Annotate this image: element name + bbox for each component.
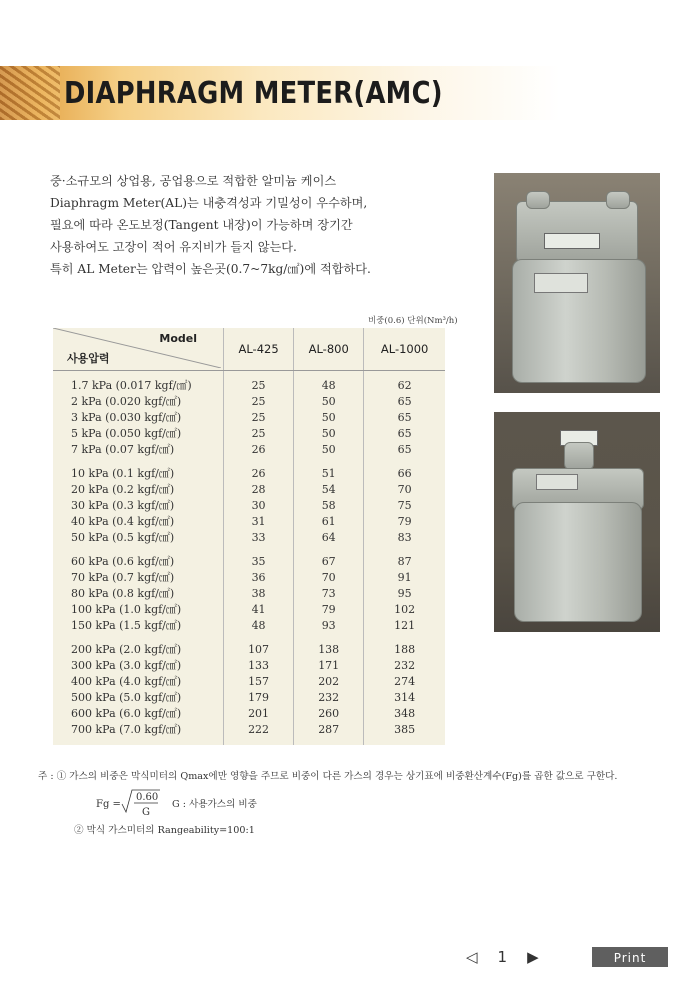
capacity-cell: 65 <box>364 441 445 457</box>
table-unit-note: 비중(0.6) 단위(Nm³/h) <box>368 316 458 326</box>
intro-paragraph <box>50 170 380 280</box>
capacity-cell: 138 <box>294 641 364 657</box>
table-row <box>53 465 445 481</box>
capacity-cell: 87 <box>364 553 445 569</box>
spacer-cell <box>53 457 224 465</box>
intro-line: 사용하여도 고장이 적어 유지비가 들지 않는다. <box>50 240 297 254</box>
capacity-cell: 274 <box>364 673 445 689</box>
table-row <box>53 371 445 394</box>
capacity-cell: 133 <box>224 657 294 673</box>
row-group-spacer <box>53 545 445 553</box>
capacity-cell: 30 <box>224 497 294 513</box>
pressure-cell: 150 kPa (1.5 kgf/㎠) <box>53 617 224 633</box>
capacity-cell: 287 <box>294 721 364 745</box>
pressure-cell: 20 kPa (0.2 kgf/㎠) <box>53 481 224 497</box>
capacity-cell: 260 <box>294 705 364 721</box>
capacity-cell: 25 <box>224 371 294 394</box>
pressure-cell: 7 kPa (0.07 kgf/㎠) <box>53 441 224 457</box>
spacer-cell <box>364 633 445 641</box>
capacity-cell: 33 <box>224 529 294 545</box>
pressure-cell: 5 kPa (0.050 kgf/㎠) <box>53 425 224 441</box>
table-row <box>53 481 445 497</box>
capacity-cell: 232 <box>364 657 445 673</box>
pressure-cell: 500 kPa (5.0 kgf/㎠) <box>53 689 224 705</box>
capacity-cell: 38 <box>224 585 294 601</box>
pressure-cell: 70 kPa (0.7 kgf/㎠) <box>53 569 224 585</box>
capacity-cell: 65 <box>364 409 445 425</box>
spacer-cell <box>53 633 224 641</box>
formula-graphic <box>96 790 336 822</box>
capacity-cell: 48 <box>224 617 294 633</box>
spacer-cell <box>364 545 445 553</box>
header-model: Model <box>159 332 197 345</box>
meter-photo-front <box>494 173 660 393</box>
pressure-cell: 80 kPa (0.8 kgf/㎠) <box>53 585 224 601</box>
capacity-cell: 48 <box>294 371 364 394</box>
capacity-cell: 79 <box>364 513 445 529</box>
table-row <box>53 569 445 585</box>
table-row <box>53 513 445 529</box>
capacity-cell: 202 <box>294 673 364 689</box>
meter-nameplate <box>534 273 588 293</box>
formula-lhs: Fg = <box>96 799 121 810</box>
capacity-cell: 121 <box>364 617 445 633</box>
capacity-table <box>53 328 445 745</box>
model-pressure-header <box>53 328 224 371</box>
meter-pipe-left <box>526 191 550 209</box>
capacity-cell: 50 <box>294 409 364 425</box>
capacity-cell: 201 <box>224 705 294 721</box>
table-header-row <box>53 328 445 371</box>
capacity-cell: 54 <box>294 481 364 497</box>
capacity-cell: 157 <box>224 673 294 689</box>
page-title: DIAPHRAGM METER(AMC) <box>64 76 443 111</box>
table-row <box>53 721 445 745</box>
capacity-cell: 222 <box>224 721 294 745</box>
capacity-cell: 70 <box>294 569 364 585</box>
formula-description: G : 사용가스의 비중 <box>172 799 257 810</box>
note-rangeability: ② 막식 가스미터의 Rangeability=100:1 <box>74 825 255 836</box>
capacity-cell: 314 <box>364 689 445 705</box>
capacity-cell: 91 <box>364 569 445 585</box>
capacity-cell: 58 <box>294 497 364 513</box>
prev-page-icon[interactable]: ◁ <box>466 948 478 966</box>
capacity-cell: 31 <box>224 513 294 529</box>
capacity-cell: 93 <box>294 617 364 633</box>
pressure-cell: 2 kPa (0.020 kgf/㎠) <box>53 393 224 409</box>
spacer-cell <box>364 457 445 465</box>
pressure-cell: 300 kPa (3.0 kgf/㎠) <box>53 657 224 673</box>
spacer-cell <box>224 633 294 641</box>
column-header: AL-800 <box>294 328 364 371</box>
capacity-cell: 51 <box>294 465 364 481</box>
capacity-cell: 70 <box>364 481 445 497</box>
pressure-cell: 60 kPa (0.6 kgf/㎠) <box>53 553 224 569</box>
spacer-cell <box>294 457 364 465</box>
meter-pipe-right <box>606 191 630 209</box>
capacity-cell: 26 <box>224 441 294 457</box>
capacity-cell: 232 <box>294 689 364 705</box>
pressure-cell: 3 kPa (0.030 kgf/㎠) <box>53 409 224 425</box>
pressure-cell: 400 kPa (4.0 kgf/㎠) <box>53 673 224 689</box>
capacity-cell: 348 <box>364 705 445 721</box>
intro-line: 특히 AL Meter는 압력이 높은곳(0.7~7kg/㎠)에 적합하다. <box>50 262 371 276</box>
capacity-cell: 102 <box>364 601 445 617</box>
capacity-cell: 26 <box>224 465 294 481</box>
formula-numerator: 0.60 <box>136 792 159 803</box>
capacity-cell: 385 <box>364 721 445 745</box>
pressure-cell: 30 kPa (0.3 kgf/㎠) <box>53 497 224 513</box>
table-row <box>53 425 445 441</box>
page-number: 1 <box>497 948 508 966</box>
table-row <box>53 601 445 617</box>
pressure-cell: 40 kPa (0.4 kgf/㎠) <box>53 513 224 529</box>
pressure-cell: 50 kPa (0.5 kgf/㎠) <box>53 529 224 545</box>
table-row <box>53 441 445 457</box>
table-row <box>53 529 445 545</box>
capacity-cell: 107 <box>224 641 294 657</box>
capacity-cell: 73 <box>294 585 364 601</box>
intro-line: Diaphragm Meter(AL)는 내충격성과 기밀성이 우수하며, <box>50 196 368 210</box>
capacity-cell: 50 <box>294 393 364 409</box>
print-button[interactable]: Print <box>592 947 668 967</box>
capacity-cell: 75 <box>364 497 445 513</box>
table-row <box>53 641 445 657</box>
capacity-cell: 64 <box>294 529 364 545</box>
spacer-cell <box>294 633 364 641</box>
table-row <box>53 497 445 513</box>
meter-photo-side <box>494 412 660 632</box>
pressure-cell: 10 kPa (0.1 kgf/㎠) <box>53 465 224 481</box>
meter-nameplate <box>536 474 578 490</box>
table-row <box>53 409 445 425</box>
table-row <box>53 657 445 673</box>
capacity-cell: 25 <box>224 393 294 409</box>
capacity-cell: 41 <box>224 601 294 617</box>
spacer-cell <box>294 545 364 553</box>
pressure-cell: 1.7 kPa (0.017 kgf/㎠) <box>53 371 224 394</box>
row-group-spacer <box>53 633 445 641</box>
capacity-cell: 35 <box>224 553 294 569</box>
column-header: AL-1000 <box>364 328 445 371</box>
capacity-cell: 179 <box>224 689 294 705</box>
column-header: AL-425 <box>224 328 294 371</box>
capacity-cell: 50 <box>294 441 364 457</box>
capacity-cell: 61 <box>294 513 364 529</box>
spacer-cell <box>53 545 224 553</box>
capacity-cell: 36 <box>224 569 294 585</box>
next-page-icon[interactable]: ▶ <box>527 948 539 966</box>
spacer-cell <box>224 545 294 553</box>
capacity-cell: 62 <box>364 371 445 394</box>
table-row <box>53 553 445 569</box>
capacity-cell: 65 <box>364 425 445 441</box>
header-pressure: 사용압력 <box>67 352 110 365</box>
capacity-cell: 171 <box>294 657 364 673</box>
table-row <box>53 705 445 721</box>
note-specific-gravity: 주 : ① 가스의 비중은 막식미터의 Qmax에만 영향을 주므로 비중이 다른 가스의 경우는 상기표에 비중환산계수(Fg)를 곱한 값으로 구한다. <box>38 771 618 782</box>
capacity-cell: 25 <box>224 409 294 425</box>
capacity-cell: 79 <box>294 601 364 617</box>
row-group-spacer <box>53 457 445 465</box>
capacity-cell: 67 <box>294 553 364 569</box>
table-row <box>53 617 445 633</box>
pressure-cell: 700 kPa (7.0 kgf/㎠) <box>53 721 224 745</box>
intro-line: 중·소규모의 상업용, 공업용으로 적합한 알미늄 케이스 <box>50 174 337 188</box>
pressure-cell: 600 kPa (6.0 kgf/㎠) <box>53 705 224 721</box>
meter-case <box>514 502 642 622</box>
pressure-cell: 100 kPa (1.0 kgf/㎠) <box>53 601 224 617</box>
intro-line: 필요에 따라 온도보정(Tangent 내장)이 가능하며 장기간 <box>50 218 353 232</box>
spacer-cell <box>224 457 294 465</box>
meter-head <box>516 201 638 263</box>
meter-index-housing <box>564 442 594 470</box>
capacity-cell: 50 <box>294 425 364 441</box>
capacity-cell: 83 <box>364 529 445 545</box>
capacity-cell: 66 <box>364 465 445 481</box>
pressure-cell: 200 kPa (2.0 kgf/㎠) <box>53 641 224 657</box>
capacity-cell: 25 <box>224 425 294 441</box>
capacity-cell: 28 <box>224 481 294 497</box>
capacity-cell: 188 <box>364 641 445 657</box>
banner-texture <box>0 66 60 120</box>
table-row <box>53 393 445 409</box>
table-row <box>53 673 445 689</box>
table-row <box>53 689 445 705</box>
fg-formula <box>96 790 336 825</box>
pagination <box>466 946 539 968</box>
meter-counter <box>544 233 600 249</box>
formula-denominator: G <box>142 807 150 818</box>
capacity-cell: 65 <box>364 393 445 409</box>
table-row <box>53 585 445 601</box>
capacity-cell: 95 <box>364 585 445 601</box>
